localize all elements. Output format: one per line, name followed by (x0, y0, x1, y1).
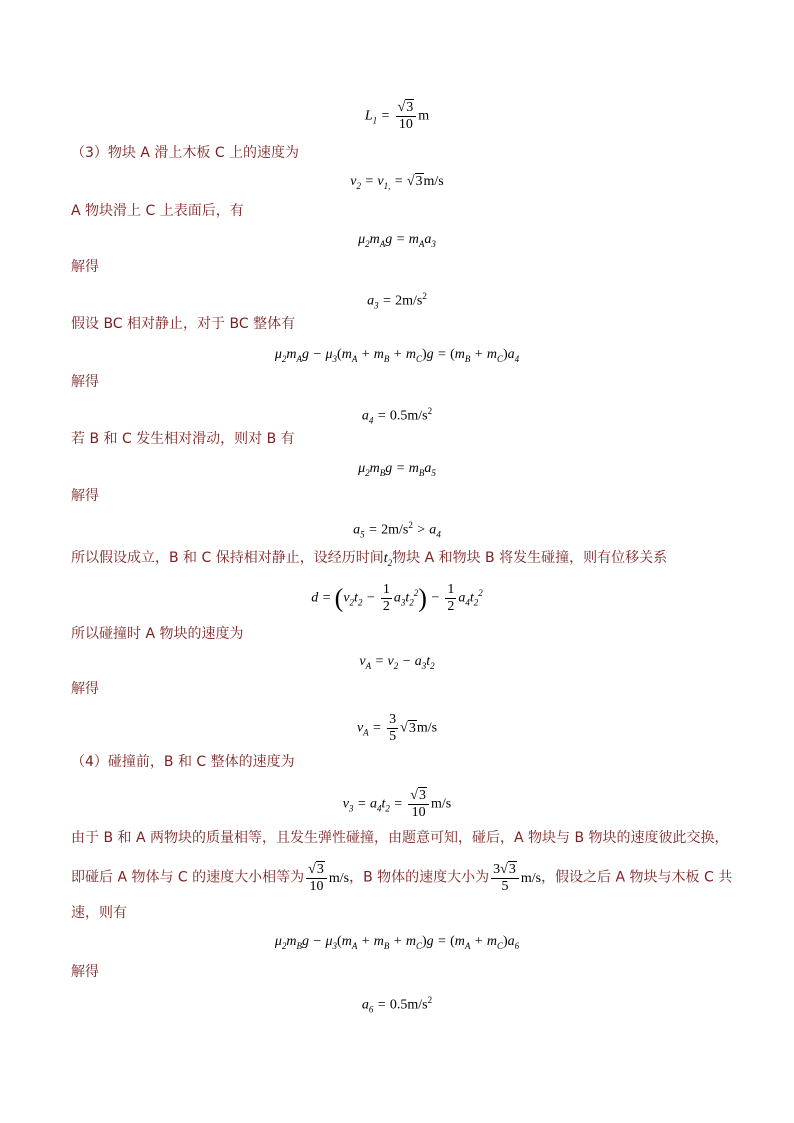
equation-mu2-a3: $\mu_2m_Ag = m_Aa_3$ (358, 232, 436, 249)
text-line: 即碰后 A 物体与 C 的速度大小相等为 $\frac{√3}{10}$ m/s，B 物体的速度大小为 $\frac{3√3}{5}$ m/s，假设之后 A 物块与木板 C 共 (71, 862, 733, 894)
text-line: 速，则有 (71, 905, 127, 921)
equation-a5: $a_5 = 2m/s^2 > a_4$ (353, 520, 441, 540)
text-segment: ，假设之后 A 物块与木板 C 共 (541, 869, 733, 886)
text-line: 由于 B 和 A 两物块的质量相等，且发生弹性碰撞，由题意可知，碰后，A 物块与 B 物块的速度彼此交换， (71, 830, 729, 846)
equation-bc-whole: $\mu_2m_Ag - \mu_3(m_A + m_B + m_C)g = (m_B + m_C)a_4$ (274, 347, 520, 364)
text-segment: ，B 物体的速度大小为 (349, 869, 490, 886)
text-line: （3）物块 A 滑上木板 C 上的速度为 (71, 145, 300, 161)
text-line: 解得 (71, 488, 99, 504)
equation-value: 2m/s (395, 293, 423, 309)
equation-unit: m/s (328, 870, 350, 886)
text-segment: 物块 A 和物块 B 将发生碰撞，则有位移关系 (392, 550, 668, 566)
text-line: A 物块滑上 C 上表面后，有 (71, 203, 244, 219)
text-segment: 所以假设成立，B 和 C 保持相对静止，设经历时间 (71, 550, 384, 566)
text-line: 假设 BC 相对静止，对于 BC 整体有 (71, 316, 296, 332)
equation-unit: m/s (416, 720, 438, 736)
text-segment: 即碰后 A 物体与 C 的速度大小相等为 (71, 869, 305, 886)
equation-unit: m/s (430, 796, 452, 812)
equation-mu2-a5: $\mu_2m_Bg = m_Ba_5$ (358, 461, 436, 478)
equation-l1: $L_1$ = $\frac{√3}{10}$ m (364, 100, 430, 132)
equation-a4: $a_4 = 0.5m/s^2$ (361, 406, 433, 426)
text-line: 解得 (71, 259, 99, 275)
equation-ac-whole: $\mu_2m_Bg - \mu_3(m_A + m_B + m_C)g = (m_A + m_C)a_6$ (274, 934, 520, 951)
equation-value: 0.5m/s (389, 408, 428, 424)
equation-displacement: $d = (v_2t_2$ − $\frac{1}{2}$ $a_3t_2^2$) − $\frac{1}{2}$ $a_4t_2^2$ (311, 582, 483, 614)
text-line: 解得 (71, 374, 99, 390)
text-line: 所以假设成立，B 和 C 保持相对静止，设经历时间$t_2$物块 A 和物块 B 将发生碰撞，则有位移关系 (71, 550, 668, 568)
equation-a6: $a_6 = 0.5m/s^2$ (361, 995, 433, 1015)
text-line: 解得 (71, 964, 99, 980)
equation-unit: m/s (520, 870, 542, 886)
text-line: 解得 (71, 681, 99, 697)
equation-value: 0.5m/s (389, 997, 428, 1013)
equation-vA-expr: $v_A = v_2 - a_3t_2$ (359, 654, 435, 671)
text-line: 所以碰撞时 A 物块的速度为 (71, 626, 244, 642)
equation-v3: $v_3 = a_4t_2$ = $\frac{√3}{10}$ m/s (342, 788, 452, 820)
equation-unit: m/s (423, 174, 444, 189)
text-line: 若 B 和 C 发生相对滑动，则对 B 有 (71, 431, 295, 447)
equation-v2: $v_2 = v_{1,} = √3m/s$ (350, 174, 444, 191)
equation-vA-value: $v_A$ = $\frac{3}{5}$ √3m/s (356, 712, 438, 744)
equation-value: 2m/s (381, 522, 409, 538)
text-line: （4）碰撞前，B 和 C 整体的速度为 (71, 754, 295, 770)
equation-a3: $a_3 = 2m/s^2$ (367, 291, 427, 311)
equation-unit: m (418, 108, 430, 124)
